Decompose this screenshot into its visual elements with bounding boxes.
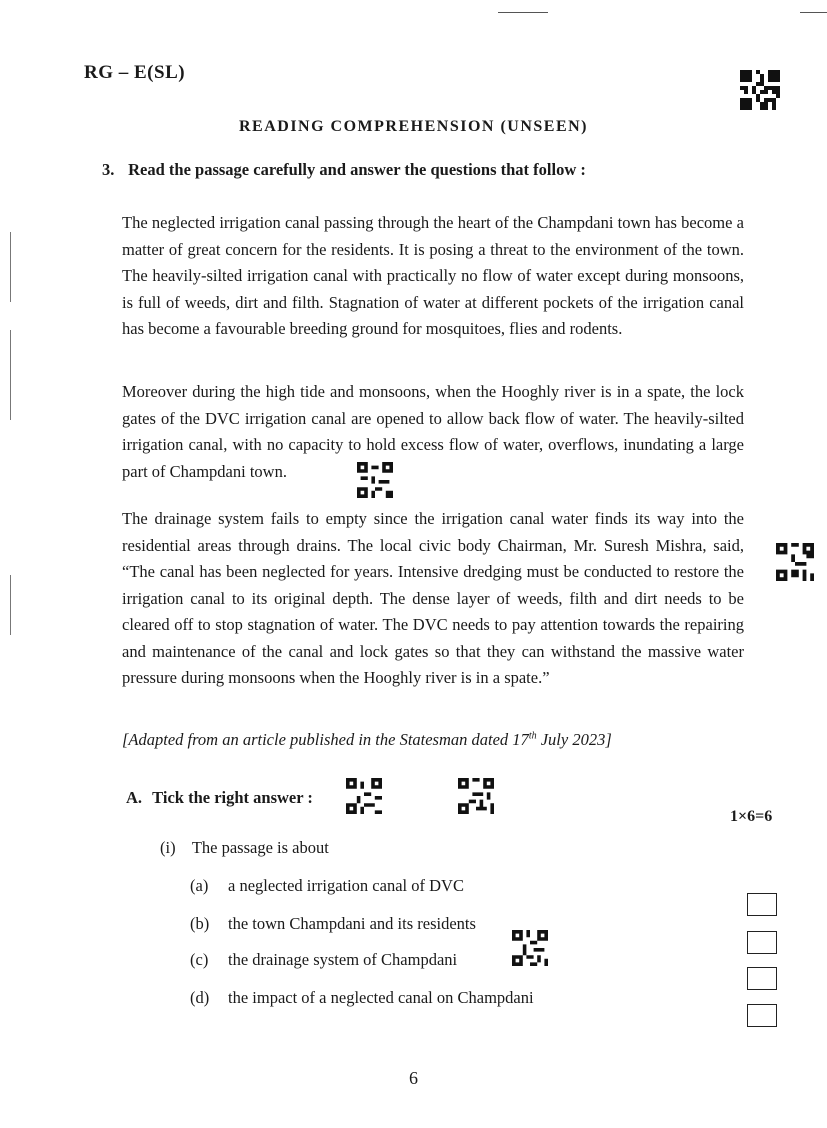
question-text: Read the passage carefully and answer the questions that follow : [128, 160, 586, 179]
source-text-end: July 2023] [536, 730, 612, 749]
margin-mark [10, 232, 11, 302]
qr-code-icon [346, 778, 382, 814]
tick-box-a[interactable] [747, 893, 777, 916]
section-title: READING COMPREHENSION (UNSEEN) [238, 118, 589, 135]
tick-box-c[interactable] [747, 967, 777, 990]
part-a-title: Tick the right answer : [152, 788, 313, 807]
part-a-heading [126, 788, 313, 808]
option-label: (b) [190, 914, 210, 933]
passage-paragraph-3: The drainage system fails to empty since the irrigation canal water finds its way into the residential areas through drains. The local civic body Chairman, Mr. Suresh Mishra, said, “The canal has been neglected for years. Intensive dredging must be conducted to restore the irrigation canal to its original depth. The dense layer of weeds, filth and dirt needs to be cleared off to stop stagnation of water. The DVC needs to pay attention towards the repairing and maintenance of the canal and lock gates so that they can withstand the massive water pressure during monsoons when the Hooghly river is in a spate.” [122, 509, 744, 687]
question-instruction [102, 160, 586, 180]
option-text: the drainage system of Champdani [228, 950, 458, 969]
passage-paragraph-1: The neglected irrigation canal passing through the heart of the Champdani town has become a matter of great concern for the residents. It is posing a threat to the environment of the town. The heavily-silted irrigation canal with practically no flow of water except during monsoons, is full of weeds, dirt and filth. Stagnation of water at different pockets of the irrigation canal has become a favourable breeding ground for mosquitoes, flies and rodents. [122, 213, 744, 338]
paper-code: RG – E(SL) [84, 62, 186, 83]
option-label: (d) [190, 988, 210, 1007]
option-label: (c) [190, 950, 209, 969]
option-text: the town Champdani and its residents [228, 914, 476, 933]
margin-mark [10, 330, 11, 420]
option-a [190, 876, 464, 896]
option-label: (a) [190, 876, 209, 895]
option-text: a neglected irrigation canal of DVC [228, 876, 464, 895]
top-rule-center [498, 12, 548, 13]
qr-code-icon [512, 930, 548, 966]
part-a-label: A. [126, 788, 143, 807]
option-text: the impact of a neglected canal on Champdani [228, 988, 534, 1007]
question-number: 3. [102, 160, 115, 179]
tick-box-b[interactable] [747, 931, 777, 954]
passage-paragraph-2: Moreover during the high tide and monsoons, when the Hooghly river is in a spate, the lock gates of the DVC irrigation canal are opened to allow back flow of water. The heavily-silted irrigation canal, with no capacity to hold excess flow of water, overflows, inundating a large part of Champdani town. [122, 382, 744, 481]
option-b [190, 914, 476, 934]
item-number: (i) [160, 838, 176, 857]
marks-allocation: 1×6=6 [730, 808, 773, 825]
qr-code-icon [776, 543, 814, 581]
question-item [160, 838, 329, 858]
item-text: The passage is about [191, 838, 329, 857]
margin-mark [10, 575, 11, 635]
top-rule-right [800, 12, 827, 13]
source-text: [Adapted from an article published in the Statesman dated 17 [122, 730, 529, 749]
tick-box-d[interactable] [747, 1004, 777, 1027]
source-superscript: th [528, 730, 537, 742]
option-c [190, 950, 457, 970]
source-citation [122, 730, 612, 750]
qr-code-icon [458, 778, 494, 814]
page-number: 6 [409, 1068, 418, 1088]
qr-code-icon [740, 70, 780, 110]
option-d [190, 988, 534, 1008]
qr-code-icon [357, 462, 393, 498]
